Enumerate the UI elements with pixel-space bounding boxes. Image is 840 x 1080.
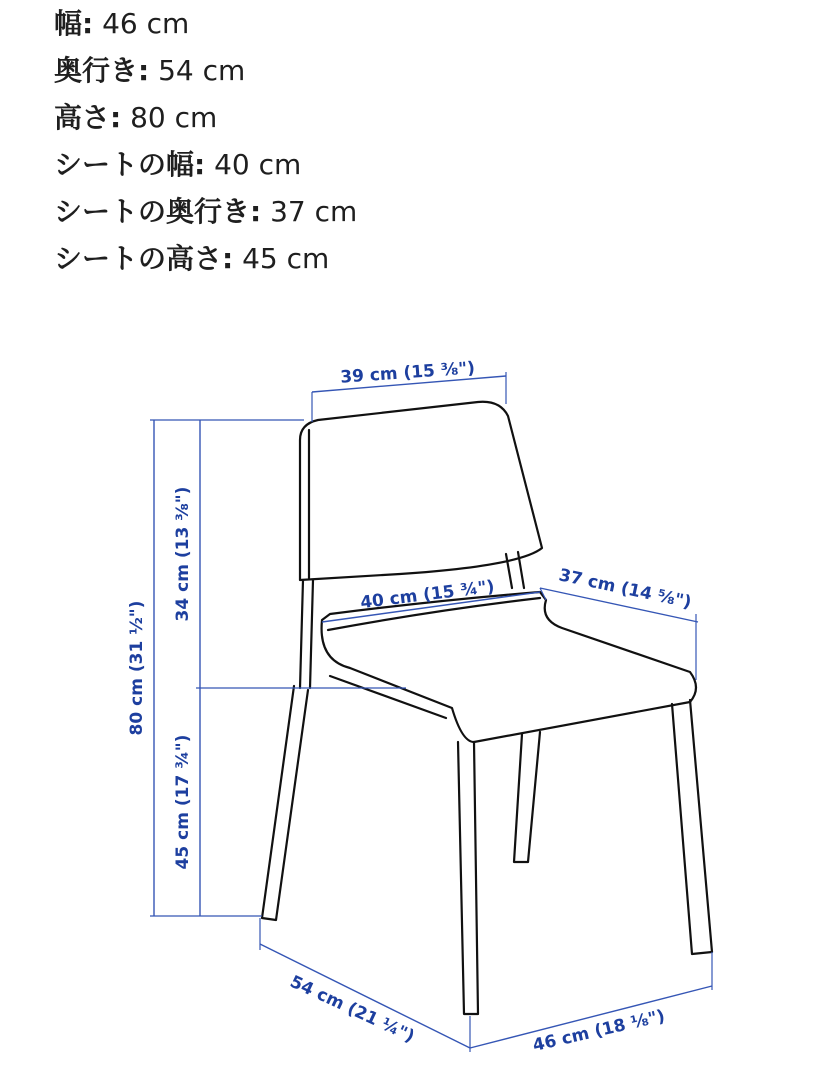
chair-outline xyxy=(262,402,712,1014)
spec-value: 80 cm xyxy=(121,101,218,134)
depth-label: 54 cm (21 ¼") xyxy=(286,971,418,1048)
seat-width-label: 40 cm (15 ¾") xyxy=(359,576,496,614)
total-height-label: 80 cm (31 ½") xyxy=(127,600,147,736)
front-right-leg xyxy=(672,700,712,954)
spec-value: 45 cm xyxy=(233,242,330,275)
spec-value: 54 cm xyxy=(149,54,246,87)
dimension-labels xyxy=(127,358,693,1056)
spec-value: 37 cm xyxy=(261,195,358,228)
depth-line xyxy=(260,944,470,1048)
back-left-leg xyxy=(262,686,308,920)
back-width-label: 39 cm (15 ⅜") xyxy=(339,358,476,388)
back-height-label: 34 cm (13 ⅜") xyxy=(173,486,193,622)
spec-label: シートの奥行き: xyxy=(54,195,262,228)
seat-depth-label: 37 cm (14 ⅝") xyxy=(557,565,694,613)
back-right-leg xyxy=(514,732,540,862)
seat-height-label: 45 cm (17 ¾") xyxy=(173,734,193,870)
back-leg-left-upper xyxy=(300,580,313,688)
width-label: 46 cm (18 ⅛") xyxy=(530,1006,667,1057)
spec-label: シートの高さ: xyxy=(54,242,234,275)
front-left-leg xyxy=(458,742,478,1014)
spec-label: 高さ: xyxy=(54,101,122,134)
spec-label: シートの幅: xyxy=(54,148,206,181)
spec-value: 46 cm xyxy=(93,7,190,40)
spec-label: 幅: xyxy=(54,7,94,40)
spec-value: 40 cm xyxy=(205,148,302,181)
spec-label: 奥行き: xyxy=(54,54,150,87)
